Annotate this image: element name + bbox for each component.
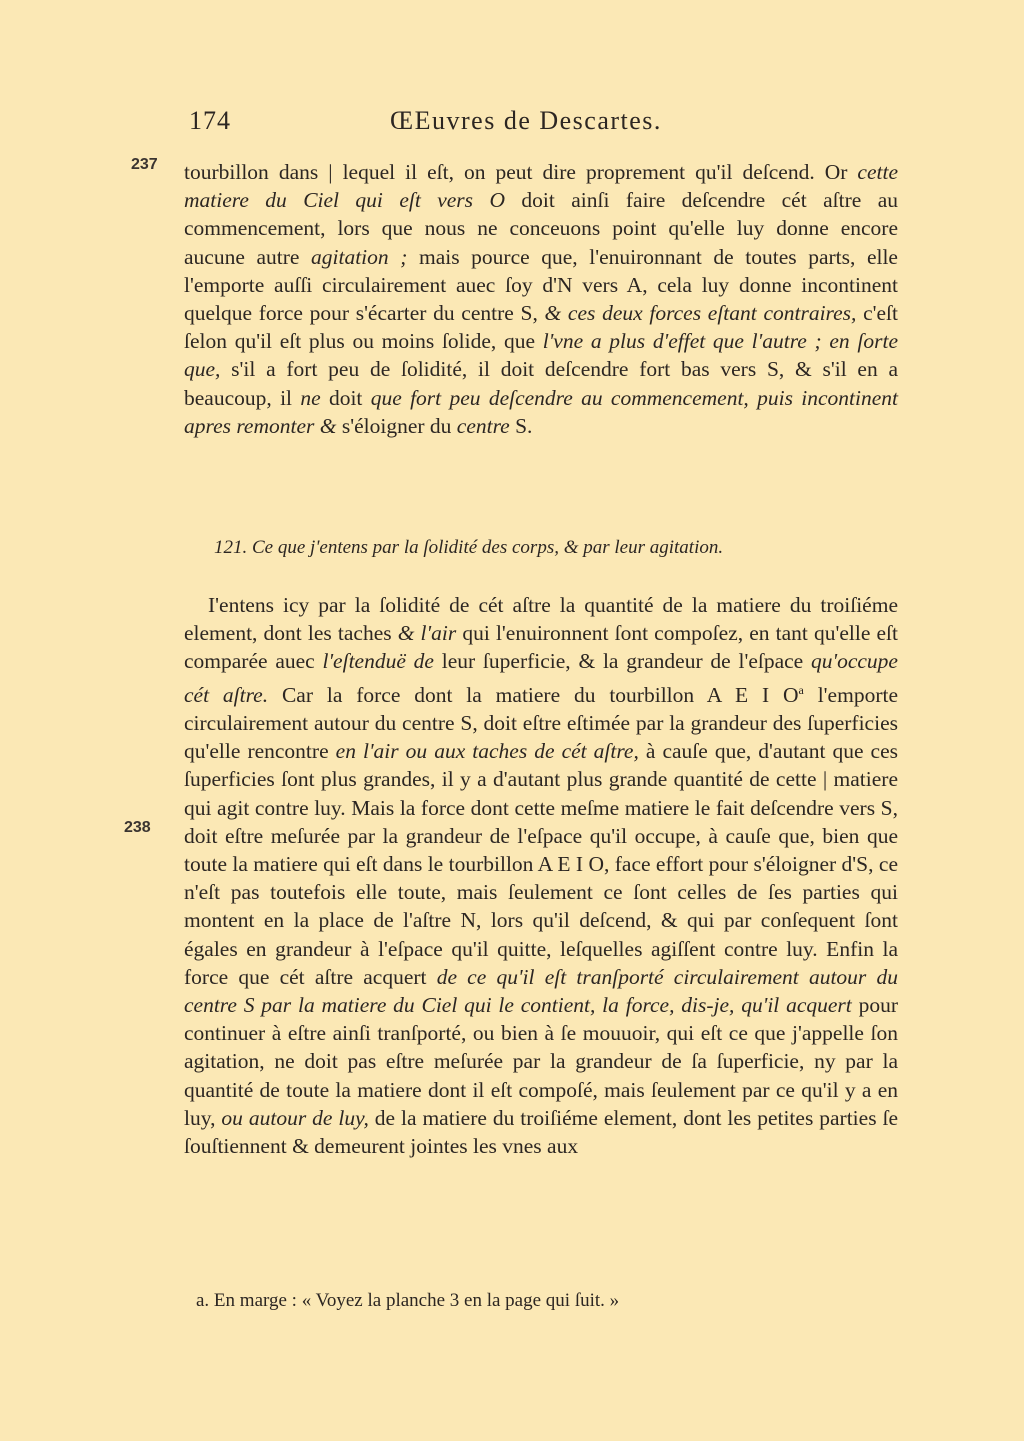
text-run: de la matiere du troiſiéme element, dont les petites parties ſe ſouſtiennent & demeurent jointes les vnes aux (184, 1105, 899, 1159)
italic-run: qu'occupe cét aſtre. (184, 649, 898, 707)
margin-number-238: 238 (124, 819, 151, 836)
italic-run: agitation ; (311, 244, 408, 269)
text-run: c'eſt ſelon qu'il eſt plus ou moins ſolide, que (184, 301, 899, 354)
text-run: doit (320, 385, 371, 410)
paragraph-2 (184, 591, 898, 1160)
italic-run: & l'air (397, 621, 457, 646)
running-title: ŒEuvres de Descartes. (390, 106, 662, 135)
text-run: leur ſuperficie, & la grandeur de l'eſpace (433, 649, 811, 674)
text-run: S. (509, 413, 533, 438)
italic-run: en l'air ou aux taches de cét aſtre, (335, 739, 639, 764)
italic-run: de ce qu'il eſt tranſporté circulairement autour du centre S par la matiere du Ciel qui le contient, la force, dis-je, qu'il acquert (184, 964, 898, 1017)
italic-run: & ces deux forces eſtant contraires, (544, 301, 857, 326)
italic-run: centre (456, 413, 510, 438)
text-run: s'il a fort peu de ſolidité, il doit deſcendre fort bas vers S, & s'il en a beaucoup, il (184, 357, 898, 410)
italic-run: l'vne a plus d'effet que l'autre ; en ſorte que, (184, 329, 898, 382)
margin-number-237: 237 (131, 156, 158, 173)
page-number: 174 (189, 106, 231, 135)
text-run: qui l'enuironnent ſont compoſez, en tant qu'elle eſt comparée auec (184, 621, 899, 674)
text-run: s'éloigner du (336, 413, 457, 438)
text-run: doit ainſi faire deſcendre cét aſtre au commencement, lors que nous ne conceuons point qu'elle luy donne encore aucune autre (184, 188, 898, 269)
text-run: mais pource que, l'enuironnant de toutes parts, elle l'emporte auſſi circulairement auec ſoy d'N vers A, cela luy donne incontinent quelque force pour s'écarter du centre S, (184, 244, 898, 326)
italic-run: ou autour de luy, (221, 1105, 369, 1130)
running-header (185, 106, 895, 142)
italic-run: cette matiere du Ciel qui eſt vers O (184, 160, 898, 213)
footnote: a. En marge : « Voyez la planche 3 en la page qui ſuit. » (196, 1290, 620, 1311)
italic-run: que fort peu deſcendre au commencement, puis incontinent apres remonter & (184, 385, 898, 438)
paragraph-1 (184, 158, 898, 440)
text-run: tourbillon dans | lequel il eſt, on peut dire proprement qu'il deſcend. Or (184, 160, 858, 184)
section-heading: 121. Ce que j'entens par la ſolidité des corps, & par leur agitation. (214, 537, 724, 558)
text-run: I'entens icy par la ſolidité de cét aſtre la quantité de la matiere du troiſiéme element, dont les taches (184, 593, 898, 646)
text-run: Car la force dont la matiere du tourbillon A E I O (268, 682, 799, 707)
italic-run: l'eſtenduë de (322, 649, 434, 674)
italic-run: ne (300, 385, 321, 410)
text-run: à cauſe que, d'autant que ces ſuperficies ſont plus grandes, il y a d'autant plus grande quantité de cette | matiere qui agit contre luy. Mais la force dont cette meſme matiere le fait deſcendre vers S, doit eſtre meſurée par la grandeur de l'eſpace qu'il occupe, à cauſe que, bien que toute la matiere qui eſt dans le tourbillon A E I O, face effort pour s'éloigner d'S, ce n'eſt pas toutefois elle toute, mais ſeulement ce ſont celles de ſes parties qui montent en la place de l'aſtre N, lors qu'il deſcend, & qui par conſequent ſont égales en grandeur à l'eſpace qu'il quitte, leſquelles agiſſent contre luy. Enfin la force que cét aſtre acquert (184, 739, 899, 989)
text-run: l'emporte circulairement autour du centre S, doit eſtre eſtimée par la grandeur des ſuperficies qu'elle rencontre (184, 682, 898, 764)
text-run: pour continuer à eſtre ainſi tranſporté, ou bien à ſe mouuoir, qui eſt ce que j'appelle ſon agitation, ne doit pas eſtre meſurée par la grandeur de ſa ſuperficie, ny par la quantité de toute la matiere dont il eſt compoſé, mais ſeulement par ce qu'il y a en luy, (184, 993, 898, 1130)
footnote-marker: a (798, 682, 804, 697)
